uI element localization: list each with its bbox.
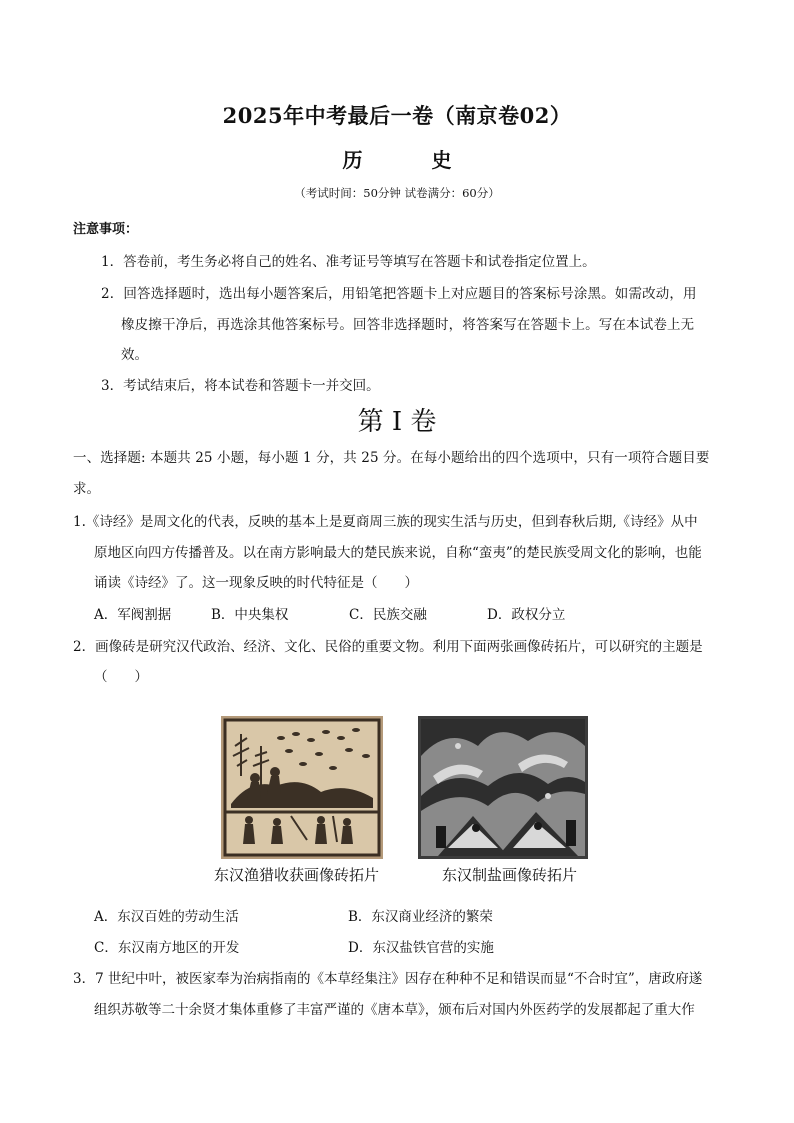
notice-item-3: 3．考试结束后，将本试卷和答题卡一并交回。 (101, 378, 380, 394)
question-2-line-2: （ ） (94, 669, 148, 685)
notice-item-1: 1．答卷前，考生务必将自己的姓名、准考证号等填写在答题卡和试卷指定位置上。 (101, 254, 596, 270)
question-1-line-3: 诵读《诗经》了。这一现象反映的时代特征是（ ） (94, 575, 418, 591)
q1-option-a[interactable]: A．军阀割据 (94, 607, 172, 623)
salt-production-rubbing-image (418, 716, 588, 859)
exam-title: 2025年中考最后一卷（南京卷02） (222, 103, 572, 128)
q2-option-c[interactable]: C．东汉南方地区的开发 (94, 940, 240, 956)
caption-fishing-harvest: 东汉渔猎收获画像砖拓片 (214, 866, 380, 884)
section-heading-line-2: 求。 (73, 481, 100, 497)
question-1-line-1: 1.《诗经》是周文化的代表，反映的基本上是夏商周三族的现实生活与历史，但到春秋后期,《诗经》从中 (73, 514, 698, 530)
q1-option-b[interactable]: B．中央集权 (211, 607, 289, 623)
fishing-harvest-rubbing-image (221, 716, 383, 859)
q2-option-d[interactable]: D．东汉盐铁官营的实施 (348, 940, 494, 956)
q1-option-c[interactable]: C．民族交融 (349, 607, 427, 623)
volume-title: 第 I 卷 (357, 407, 437, 437)
exam-info: （考试时间：50分钟 试卷满分：60分） (294, 186, 500, 200)
q1-option-d[interactable]: D．政权分立 (487, 607, 566, 623)
q2-option-a[interactable]: A．东汉百姓的劳动生活 (94, 909, 239, 925)
notice-item-2-line-2: 橡皮擦干净后，再选涂其他答案标号。回答非选择题时，将答案写在答题卡上。写在本试卷上无 (121, 317, 695, 333)
notice-item-2-line-3: 效。 (121, 347, 148, 363)
question-1-line-2: 原地区向四方传播普及。以在南方影响最大的楚民族来说，自称“蛮夷”的楚民族受周文化的影响，也能 (94, 545, 702, 561)
q2-option-b[interactable]: B．东汉商业经济的繁荣 (348, 909, 493, 925)
subject-title: 历 史 (342, 148, 474, 172)
notice-heading: 注意事项： (73, 222, 139, 237)
question-2-options-row-2 (94, 936, 494, 956)
section-heading-line-1: 一、选择题: 本题共 25 小题，每小题 1 分，共 25 分。在每小题给出的四个选项中，只有一项符合题目要 (73, 450, 710, 466)
question-2-options-row-1 (94, 905, 493, 925)
question-1-options (94, 603, 565, 623)
notice-item-2-line-1: 2．回答选择题时，选出每小题答案后，用铅笔把答题卡上对应题目的答案标号涂黑。如需改动，用 (101, 286, 697, 302)
question-2-line-1: 2．画像砖是研究汉代政治、经济、文化、民俗的重要文物。利用下面两张画像砖拓片，可以研究的主题是 (73, 639, 703, 655)
question-3-line-2: 组织苏敬等二十余贤才集体重修了丰富严谨的《唐本草》，颁布后对国内外医药学的发展都起了重大作 (94, 1002, 695, 1018)
caption-salt-production: 东汉制盐画像砖拓片 (442, 866, 578, 884)
question-3-line-1: 3．7 世纪中叶，被医家奉为治病指南的《本草经集注》因存在种种不足和错误而显“不合时宜”，唐政府遂 (73, 971, 703, 987)
